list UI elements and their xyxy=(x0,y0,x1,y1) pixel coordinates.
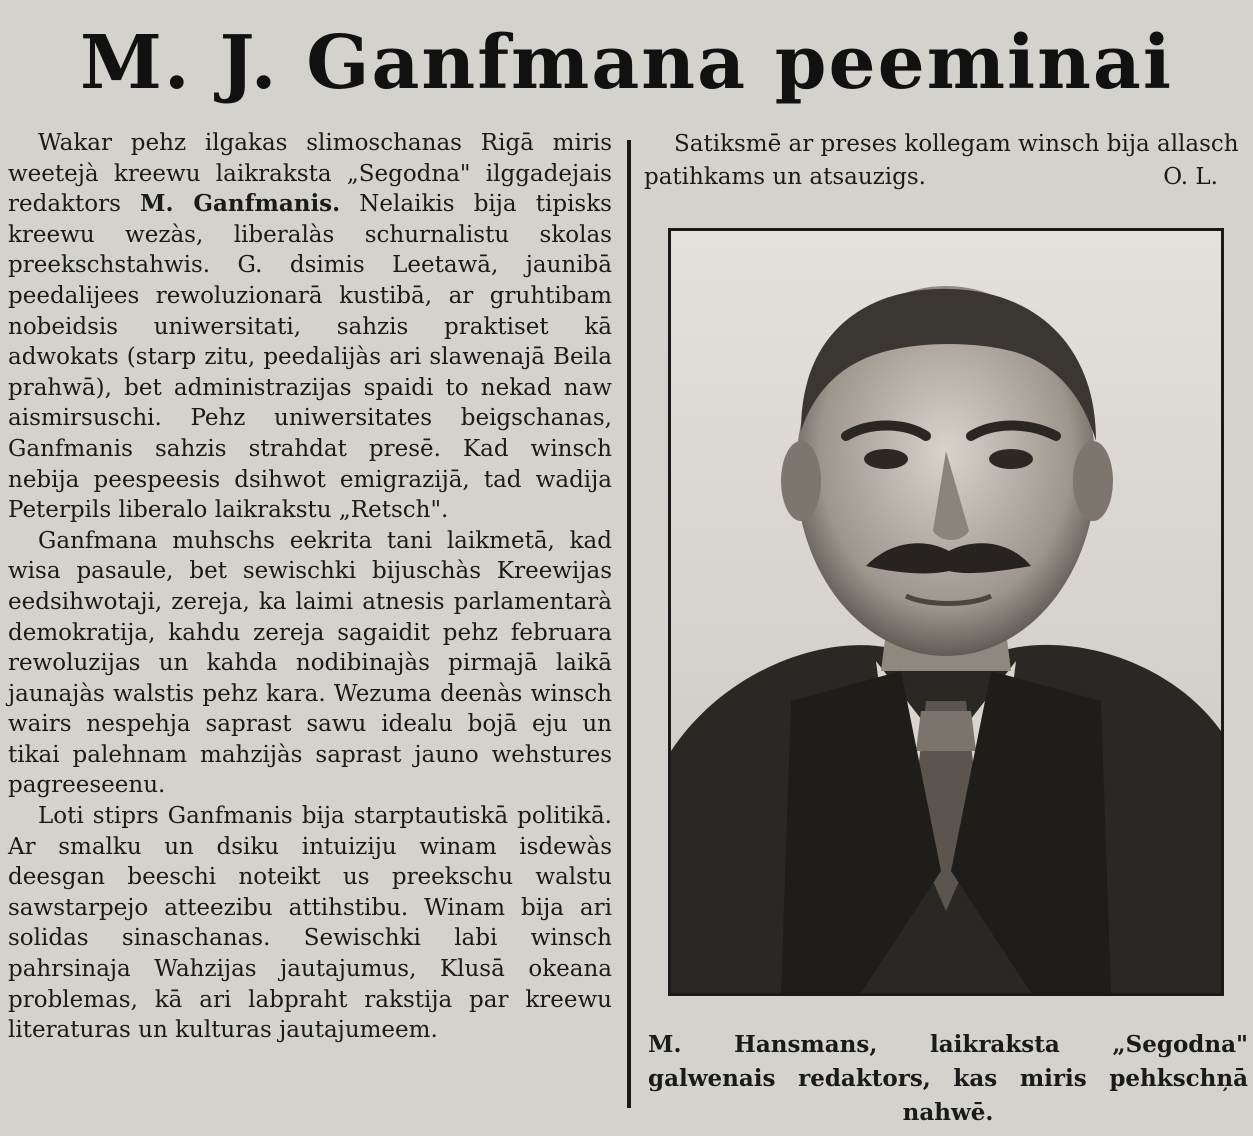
column-divider xyxy=(627,140,631,1108)
article-column-left xyxy=(8,128,612,1136)
portrait-photo xyxy=(668,228,1224,996)
headline: M. J. Ganfmana peeminai xyxy=(80,20,1173,106)
article-continuation xyxy=(644,128,1248,194)
article-paragraph: Loti stiprs Ganfmanis bija starptautiskā politikā. Ar smalku un dsiku intuiziju winam isdewàs deesgan beeschi noteikt us preekschu walstu sawstarpejo atteezibu attihstibu. Winam bija ari solidas sinaschanas. Sewischki labi winsch pahrsinaja Wahzijas jautajumus, Klusā okeana problemas, kā ari labpraht rakstija par kreewu literaturas un kulturas jautajumeem. xyxy=(8,803,612,1044)
paragraph-text: Wakar pehz ilgakas slimoschanas Rigā miris weetejà kreewu laikrakstа „Segodna" ilggadejais redaktors xyxy=(8,130,612,218)
article-column-right xyxy=(644,128,1248,194)
article-paragraph xyxy=(8,128,612,526)
author-signature: O. L. xyxy=(1163,164,1218,190)
photo-caption: M. Hansmans, laikraksta „Segodna" galwenais redaktors, kas miris pehkschņā nahwē. xyxy=(648,1031,1248,1126)
portrait-illustration xyxy=(671,231,1221,993)
continuation-text: Satiksmē ar preses kollegam winsch bija allasch patihkams un atsauzigs. xyxy=(644,131,1239,190)
editor-name: M. Ganfmanis. xyxy=(140,190,341,218)
article-paragraph: Ganfmana muhschs eekrita tanі laikmetā, kad wisa pasaule, bet sewischki bijuschàs Kreewijas eedsihwotaji, zereja, ka laimi atnesis parlamentarà demokratija, kahdu zereja sagaidit pehz februara rewoluzijas un kahda nodibinajàs pirmajā laikā jaunajàs walstis pehz kara. Wezuma deenàs winsch wairs nespehja saprast sawu idealu bojā eju un tikai palehnam mahzijàs saprast jauno wehstures pagreeseenu. xyxy=(8,527,612,799)
paragraph-text: Nelaikis bija tipisks kreewu wezàs, liberalàs schurnalistu skolas preekschstahwis. G. dsimis Leetawā, jaunibā peedalijees rewoluzionarā kustibā, ar gruhtibam nobeidsis uniwersitati, sahzis praktiset kā adwokats (starp zitu, peedalijàs ari slawenajā Beila prahwā), bet administrazijas spaidi to nekad naw aismirsuschi. Pehz uniwersitates beigschanas, Ganfmanis sahzis strahdat presē. Kad winsch nebija peespeesis dsihwot emigrazijā, tad wadija Peterpils liberalo laikrakstu „Retsch". xyxy=(8,191,612,524)
